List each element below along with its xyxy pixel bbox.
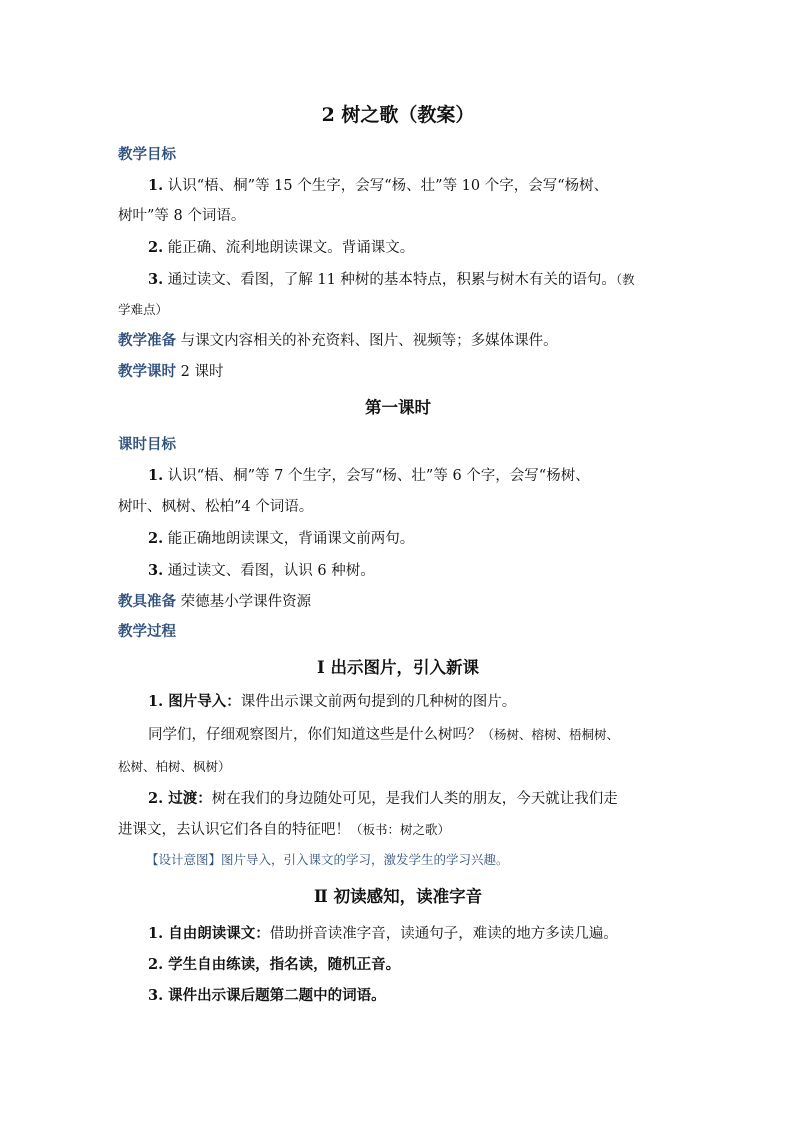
goal-item-2	[118, 238, 708, 258]
lesson-goal-1-number: 1.	[148, 467, 164, 484]
teaching-tools	[118, 592, 678, 612]
teaching-prep-label: 教学准备	[118, 332, 176, 349]
section2-heading: Ⅱ 初读感知，读准字音	[313, 887, 483, 906]
teaching-hours-label: 教学课时	[118, 363, 176, 380]
section2-para-1-text: 借助拼音读准字音，读通句子，难读的地方多读几遍。	[269, 926, 618, 942]
goal-item-1	[118, 176, 708, 196]
blackboard-note: （板书：树之歌）	[350, 822, 451, 837]
teaching-prep	[118, 331, 678, 351]
lesson-goal-1-line2: 树叶、枫树、松柏”4 个词语。	[118, 499, 314, 515]
section1-para-2-note: （杨树、榕树、梧桐树、	[481, 727, 620, 742]
lesson-goal-3-text: 通过读文、看图，认识 6 种树。	[163, 563, 375, 579]
goal-item-3	[118, 270, 708, 290]
goal-item-2-number: 2.	[148, 239, 164, 256]
goal-item-1-line2: 树叶”等 8 个词语。	[118, 208, 246, 224]
document-title: 2 树之歌（教案）	[321, 104, 475, 126]
section1-para-1-number: 1.	[148, 693, 164, 710]
design-intent: 【设计意图】图片导入，引入课文的学习，激发学生的学习兴趣。	[146, 852, 509, 867]
goal-item-2-text: 能正确、流利地朗读课文。背诵课文。	[163, 240, 415, 256]
teaching-goals-heading: 教学目标	[118, 146, 176, 163]
goal-item-3-note: （教	[615, 272, 635, 287]
teaching-hours-text: 2 课时	[176, 364, 224, 380]
teaching-process-heading: 教学过程	[118, 623, 176, 640]
section1-para-1	[118, 692, 708, 712]
section1-heading: Ⅰ 出示图片，引入新课	[317, 658, 479, 677]
section1-para-2	[118, 725, 708, 745]
goal-item-1-number: 1.	[148, 177, 164, 194]
goal-item-3-number: 3.	[148, 271, 164, 288]
teaching-tools-label: 教具准备	[118, 593, 176, 610]
lesson1-heading: 第一课时	[365, 398, 431, 417]
section1-para-3-label: 过渡：	[163, 790, 212, 807]
section1-para-3-line1: 树在我们的身边随处可见，是我们人类的朋友，今天就让我们走	[211, 791, 618, 807]
section1-para-1-text: 课件出示课文前两句提到的几种树的图片。	[240, 694, 517, 710]
section2-para-1-label: 自由朗读课文：	[163, 925, 270, 942]
section1-para-3-line2	[118, 820, 678, 840]
goal-item-3-text: 通过读文、看图，了解 11 种树的基本特点，积累与树木有关的语句。	[163, 272, 616, 288]
goal-item-1-line1: 认识“梧、桐”等 15 个生字，会写“杨、壮”等 10 个字，会写“杨树、	[163, 178, 609, 194]
lesson-goal-3	[118, 561, 708, 581]
teaching-hours	[118, 362, 678, 382]
section1-para-2-note-cont: 松树、柏树、枫树）	[118, 759, 231, 774]
lesson-goal-2	[118, 529, 708, 549]
section2-para-3: 3. 课件出示课后题第二题中的词语。	[148, 987, 386, 1004]
lesson-goal-2-number: 2.	[148, 530, 164, 547]
section1-para-1-label: 图片导入：	[163, 693, 241, 710]
teaching-tools-text: 荣德基小学课件资源	[176, 594, 312, 610]
lesson-goal-1-line1: 认识“梧、桐”等 7 个生字，会写“杨、壮”等 6 个字，会写“杨树、	[163, 468, 590, 484]
section2-para-2: 2. 学生自由练读，指名读，随机正音。	[148, 956, 401, 973]
teaching-prep-text: 与课文内容相关的补充资料、图片、视频等；多媒体课件。	[176, 333, 558, 349]
section1-para-2-text: 同学们，仔细观察图片，你们知道这些是什么树吗？	[148, 727, 482, 743]
section1-para-3-line2-text: 进课文，去认识它们各自的特征吧！	[118, 822, 350, 838]
lesson-goal-2-text: 能正确地朗读课文，背诵课文前两句。	[163, 531, 415, 547]
goal-item-3-note-cont: 学难点）	[118, 302, 169, 317]
lesson-goals-heading: 课时目标	[118, 436, 176, 453]
lesson-goal-3-number: 3.	[148, 562, 164, 579]
section2-para-1-number: 1.	[148, 925, 164, 942]
section2-para-1	[118, 924, 708, 944]
section1-para-3	[118, 789, 708, 809]
section1-para-3-number: 2.	[148, 790, 164, 807]
lesson-goal-1	[118, 466, 708, 486]
